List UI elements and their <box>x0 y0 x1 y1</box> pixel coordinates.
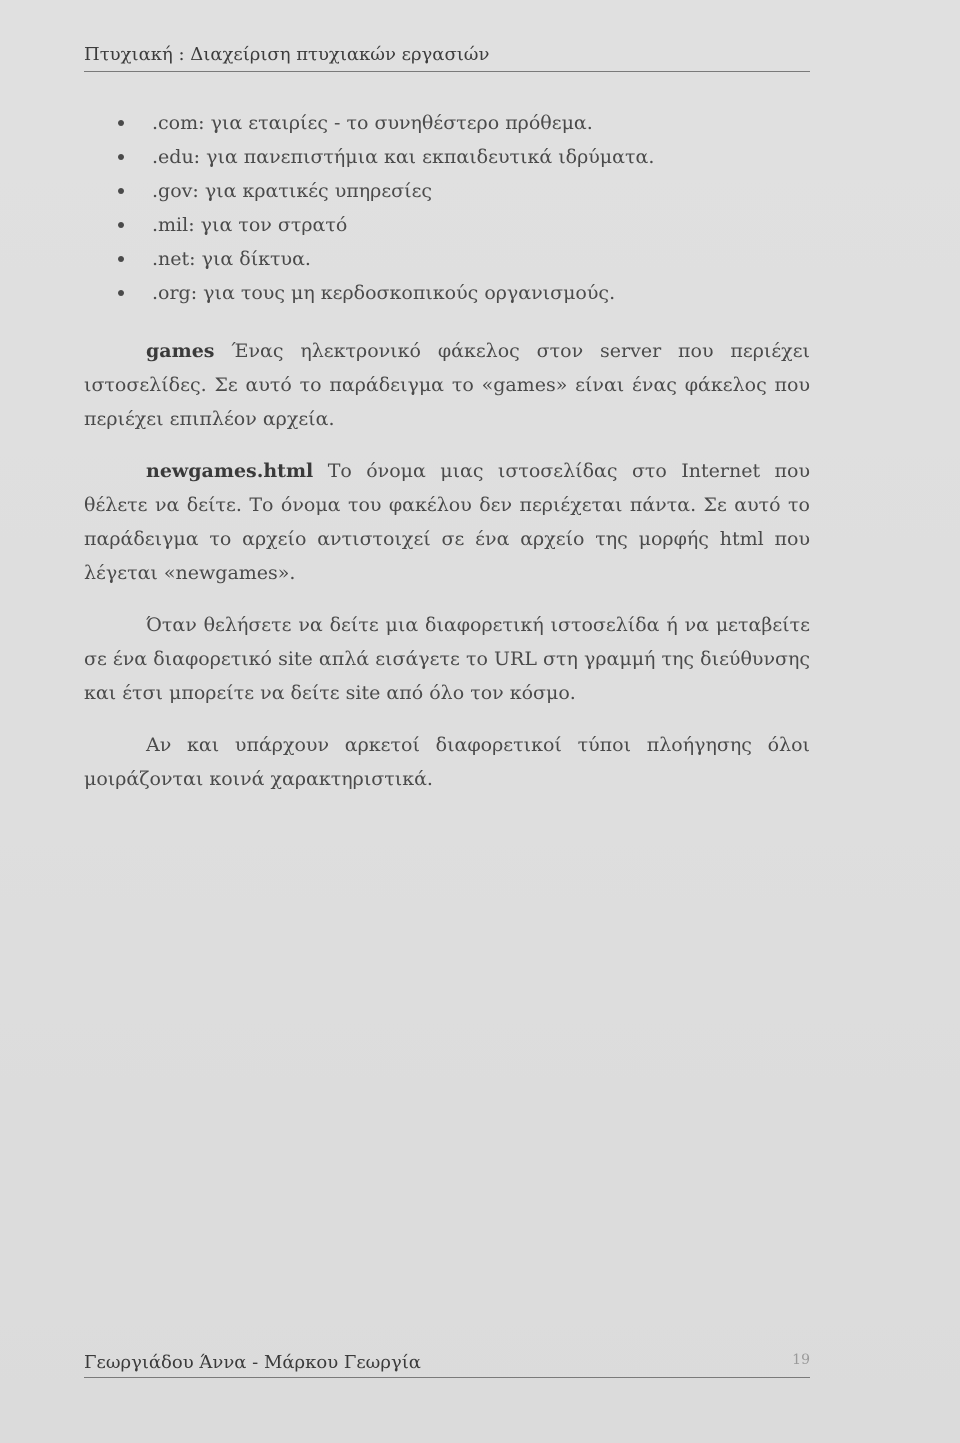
bullet-icon <box>118 256 124 262</box>
bullet-icon <box>118 154 124 160</box>
list-item: .com: για εταιρίες - το συνηθέστερο πρόθεμα. <box>118 106 810 140</box>
bullet-icon <box>118 290 124 296</box>
list-item: .org: για τους μη κερδοσκοπικούς οργανισμούς. <box>118 276 810 310</box>
list-item: .net: για δίκτυα. <box>118 242 810 276</box>
paragraph-games-text: Ένας ηλεκτρονικό φάκελος στον server που περιέχει ιστοσελίδες. Σε αυτό το παράδειγμα το «games» είναι ένας φάκελος που περιέχει επιπλέον αρχεία. <box>84 340 810 430</box>
paragraph-games <box>84 334 810 436</box>
list-item: .edu: για πανεπιστήμια και εκπαιδευτικά ιδρύματα. <box>118 140 810 174</box>
paragraph-site: Όταν θελήσετε να δείτε μια διαφορετική ιστοσελίδα ή να μεταβείτε σε ένα διαφορετικό site απλά εισάγετε το URL στη γραμμή της διεύθυνσης και έτσι μπορείτε να δείτε site από όλο τον κόσμο. <box>84 614 810 704</box>
page-content <box>84 106 810 796</box>
page-header <box>84 44 810 72</box>
paragraph-newgames-text: Το όνομα μιας ιστοσελίδας στο Internet που θέλετε να δείτε. Το όνομα του φακέλου δεν περιέχεται πάντα. Σε αυτό το παράδειγμα το αρχείο αντιστοιχεί σε ένα αρχείο της μορφής html που λέγεται «newgames». <box>84 460 810 584</box>
domain-suffix-list <box>84 106 810 310</box>
paragraph-browsers: Αν και υπάρχουν αρκετοί διαφορετικοί τύποι πλοήγησης όλοι μοιράζονται κοινά χαρακτηριστικά. <box>84 734 810 790</box>
footer-authors: Γεωργιάδου Άννα - Μάρκου Γεωργία <box>84 1352 421 1373</box>
list-item: .mil: για τον στρατό <box>118 208 810 242</box>
paragraph-newgames <box>84 454 810 590</box>
bullet-icon <box>118 222 124 228</box>
page-footer <box>84 1352 810 1378</box>
term-games: games <box>146 340 215 362</box>
bullet-icon <box>118 120 124 126</box>
header-title: Πτυχιακή : Διαχείριση πτυχιακών εργασιών <box>84 44 490 65</box>
list-item: .gov: για κρατικές υπηρεσίες <box>118 174 810 208</box>
bullet-icon <box>118 188 124 194</box>
term-newgames: newgames.html <box>146 460 314 482</box>
page-number: 19 <box>792 1352 810 1368</box>
